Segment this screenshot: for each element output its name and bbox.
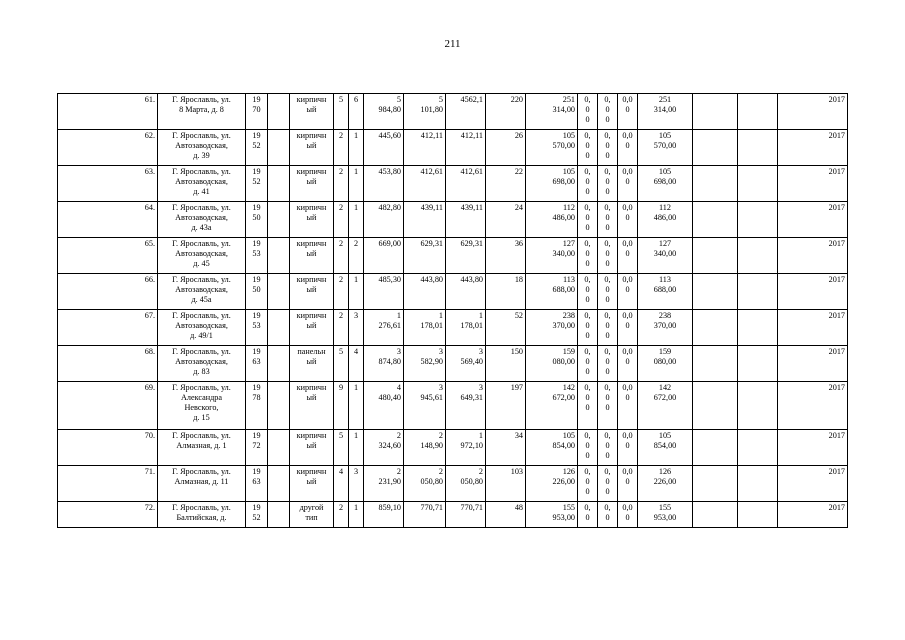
completion-year-cell: 2017 — [778, 466, 848, 502]
entrances-cell: 2 — [349, 238, 364, 274]
year-built-cell: 19 50 — [246, 274, 268, 310]
wall-material-cell: кирпичн ый — [290, 274, 334, 310]
address-cell: Г. Ярославль, ул. Балтийская, д. — [158, 502, 246, 528]
address-cell: Г. Ярославль, ул. Алмазная, д. 1 — [158, 430, 246, 466]
address-cell: Г. Ярославль, ул. Автозаводская, д. 41 — [158, 166, 246, 202]
table-row — [58, 166, 848, 202]
extra-cell-1 — [693, 238, 738, 274]
empty-cell — [268, 202, 290, 238]
premises-area-cell: 3 945,61 — [404, 382, 446, 430]
funding-cell-3: 0,0 0 — [618, 466, 638, 502]
total-area-cell: 445,60 — [364, 130, 404, 166]
completion-year-cell: 2017 — [778, 502, 848, 528]
address-cell: Г. Ярославль, ул. 8 Марта, д. 8 — [158, 94, 246, 130]
funding-cell-2: 0, 0 0 — [598, 466, 618, 502]
address-cell: Г. Ярославль, ул. Автозаводская, д. 83 — [158, 346, 246, 382]
funding-cell-3: 0,0 0 — [618, 274, 638, 310]
extra-cell-1 — [693, 274, 738, 310]
total-cost-cell: 251 314,00 — [638, 94, 693, 130]
residents-cell: 197 — [486, 382, 526, 430]
empty-cell — [268, 94, 290, 130]
cost-cell: 251 314,00 — [526, 94, 578, 130]
wall-material-cell: кирпичн ый — [290, 94, 334, 130]
funding-cell-1: 0, 0 0 — [578, 274, 598, 310]
total-cost-cell: 105 854,00 — [638, 430, 693, 466]
year-built-cell: 19 52 — [246, 166, 268, 202]
funding-cell-3: 0,0 0 — [618, 130, 638, 166]
residents-cell: 18 — [486, 274, 526, 310]
total-area-cell: 2 324,60 — [364, 430, 404, 466]
extra-cell-2 — [738, 346, 778, 382]
residents-cell: 150 — [486, 346, 526, 382]
funding-cell-2: 0, 0 0 — [598, 94, 618, 130]
entrances-cell: 1 — [349, 502, 364, 528]
empty-cell — [268, 382, 290, 430]
floors-cell: 5 — [334, 430, 349, 466]
funding-cell-1: 0, 0 0 — [578, 310, 598, 346]
extra-cell-2 — [738, 310, 778, 346]
year-built-cell: 19 52 — [246, 130, 268, 166]
wall-material-cell: другой тип — [290, 502, 334, 528]
extra-cell-1 — [693, 310, 738, 346]
cost-cell: 238 370,00 — [526, 310, 578, 346]
residents-cell: 52 — [486, 310, 526, 346]
year-built-cell: 19 53 — [246, 238, 268, 274]
year-built-cell: 19 53 — [246, 310, 268, 346]
wall-material-cell: кирпичн ый — [290, 382, 334, 430]
funding-cell-3: 0,0 0 — [618, 310, 638, 346]
cost-cell: 126 226,00 — [526, 466, 578, 502]
table-row — [58, 94, 848, 130]
table-row — [58, 310, 848, 346]
extra-cell-1 — [693, 94, 738, 130]
funding-cell-1: 0, 0 0 — [578, 466, 598, 502]
empty-cell — [268, 310, 290, 346]
table-row — [58, 238, 848, 274]
wall-material-cell: кирпичн ый — [290, 166, 334, 202]
total-cost-cell: 159 080,00 — [638, 346, 693, 382]
funding-cell-2: 0, 0 0 — [598, 238, 618, 274]
completion-year-cell: 2017 — [778, 310, 848, 346]
empty-cell — [268, 130, 290, 166]
cost-cell: 105 698,00 — [526, 166, 578, 202]
funding-cell-2: 0, 0 0 — [598, 382, 618, 430]
table-row — [58, 382, 848, 430]
total-cost-cell: 105 570,00 — [638, 130, 693, 166]
premises-area-cell: 3 582,90 — [404, 346, 446, 382]
completion-year-cell: 2017 — [778, 430, 848, 466]
funding-cell-1: 0, 0 0 — [578, 202, 598, 238]
wall-material-cell: кирпичн ый — [290, 238, 334, 274]
extra-cell-1 — [693, 346, 738, 382]
address-cell: Г. Ярославль, ул. Автозаводская, д. 39 — [158, 130, 246, 166]
entrances-cell: 6 — [349, 94, 364, 130]
extra-cell-1 — [693, 130, 738, 166]
completion-year-cell: 2017 — [778, 130, 848, 166]
address-cell: Г. Ярославль, ул. Автозаводская, д. 43а — [158, 202, 246, 238]
cost-cell: 112 486,00 — [526, 202, 578, 238]
funding-cell-3: 0,0 0 — [618, 346, 638, 382]
cost-cell: 142 672,00 — [526, 382, 578, 430]
table-row — [58, 274, 848, 310]
wall-material-cell: панельн ый — [290, 346, 334, 382]
total-cost-cell: 113 688,00 — [638, 274, 693, 310]
funding-cell-3: 0,0 0 — [618, 238, 638, 274]
total-cost-cell: 142 672,00 — [638, 382, 693, 430]
total-cost-cell: 127 340,00 — [638, 238, 693, 274]
table-row — [58, 466, 848, 502]
funding-cell-2: 0, 0 0 — [598, 202, 618, 238]
row-number: 72. — [58, 502, 158, 528]
wall-material-cell: кирпичн ый — [290, 466, 334, 502]
row-number: 67. — [58, 310, 158, 346]
table-row — [58, 202, 848, 238]
table-row — [58, 130, 848, 166]
total-cost-cell: 238 370,00 — [638, 310, 693, 346]
floors-cell: 2 — [334, 274, 349, 310]
living-area-cell: 4562,1 — [446, 94, 486, 130]
year-built-cell: 19 63 — [246, 346, 268, 382]
cost-cell: 105 854,00 — [526, 430, 578, 466]
row-number: 65. — [58, 238, 158, 274]
residents-cell: 220 — [486, 94, 526, 130]
cost-cell: 155 953,00 — [526, 502, 578, 528]
funding-cell-1: 0, 0 0 — [578, 238, 598, 274]
entrances-cell: 3 — [349, 466, 364, 502]
total-cost-cell: 126 226,00 — [638, 466, 693, 502]
funding-cell-1: 0, 0 0 — [578, 94, 598, 130]
premises-area-cell: 1 178,01 — [404, 310, 446, 346]
empty-cell — [268, 346, 290, 382]
completion-year-cell: 2017 — [778, 238, 848, 274]
total-area-cell: 4 480,40 — [364, 382, 404, 430]
entrances-cell: 3 — [349, 310, 364, 346]
table-row — [58, 346, 848, 382]
living-area-cell: 412,61 — [446, 166, 486, 202]
residents-cell: 103 — [486, 466, 526, 502]
empty-cell — [268, 166, 290, 202]
address-cell: Г. Ярославль, ул. Автозаводская, д. 45 — [158, 238, 246, 274]
funding-cell-3: 0,0 0 — [618, 202, 638, 238]
floors-cell: 2 — [334, 130, 349, 166]
residents-cell: 36 — [486, 238, 526, 274]
wall-material-cell: кирпичн ый — [290, 430, 334, 466]
funding-cell-3: 0,0 0 — [618, 502, 638, 528]
total-area-cell: 1 276,61 — [364, 310, 404, 346]
row-number: 64. — [58, 202, 158, 238]
extra-cell-2 — [738, 502, 778, 528]
row-number: 71. — [58, 466, 158, 502]
extra-cell-2 — [738, 166, 778, 202]
funding-cell-2: 0, 0 0 — [598, 430, 618, 466]
extra-cell-2 — [738, 382, 778, 430]
extra-cell-2 — [738, 94, 778, 130]
floors-cell: 4 — [334, 466, 349, 502]
entrances-cell: 4 — [349, 346, 364, 382]
cost-cell: 113 688,00 — [526, 274, 578, 310]
floors-cell: 2 — [334, 202, 349, 238]
residents-cell: 24 — [486, 202, 526, 238]
extra-cell-2 — [738, 130, 778, 166]
table-row — [58, 430, 848, 466]
total-cost-cell: 105 698,00 — [638, 166, 693, 202]
residents-cell: 34 — [486, 430, 526, 466]
premises-area-cell: 412,61 — [404, 166, 446, 202]
address-cell: Г. Ярославль, ул. Александра Невского, д. 15 — [158, 382, 246, 430]
living-area-cell: 443,80 — [446, 274, 486, 310]
page-number: 211 — [444, 38, 461, 50]
wall-material-cell: кирпичн ый — [290, 202, 334, 238]
extra-cell-2 — [738, 430, 778, 466]
empty-cell — [268, 274, 290, 310]
entrances-cell: 1 — [349, 382, 364, 430]
total-cost-cell: 112 486,00 — [638, 202, 693, 238]
total-area-cell: 485,30 — [364, 274, 404, 310]
year-built-cell: 19 72 — [246, 430, 268, 466]
funding-cell-2: 0, 0 — [598, 502, 618, 528]
floors-cell: 5 — [334, 346, 349, 382]
extra-cell-1 — [693, 430, 738, 466]
funding-cell-1: 0, 0 0 — [578, 130, 598, 166]
extra-cell-2 — [738, 202, 778, 238]
living-area-cell: 3 569,40 — [446, 346, 486, 382]
living-area-cell: 412,11 — [446, 130, 486, 166]
floors-cell: 2 — [334, 238, 349, 274]
floors-cell: 2 — [334, 502, 349, 528]
row-number: 70. — [58, 430, 158, 466]
total-area-cell: 5 984,80 — [364, 94, 404, 130]
row-number: 61. — [58, 94, 158, 130]
funding-cell-2: 0, 0 0 — [598, 310, 618, 346]
row-number: 63. — [58, 166, 158, 202]
living-area-cell: 439,11 — [446, 202, 486, 238]
premises-area-cell: 439,11 — [404, 202, 446, 238]
funding-cell-2: 0, 0 0 — [598, 274, 618, 310]
completion-year-cell: 2017 — [778, 202, 848, 238]
funding-cell-3: 0,0 0 — [618, 166, 638, 202]
living-area-cell: 1 972,10 — [446, 430, 486, 466]
extra-cell-1 — [693, 466, 738, 502]
cost-cell: 127 340,00 — [526, 238, 578, 274]
premises-area-cell: 2 148,90 — [404, 430, 446, 466]
residents-cell: 26 — [486, 130, 526, 166]
year-built-cell: 19 50 — [246, 202, 268, 238]
year-built-cell: 19 52 — [246, 502, 268, 528]
residents-cell: 48 — [486, 502, 526, 528]
funding-cell-3: 0,0 0 — [618, 382, 638, 430]
row-number: 62. — [58, 130, 158, 166]
empty-cell — [268, 430, 290, 466]
floors-cell: 2 — [334, 166, 349, 202]
total-area-cell: 669,00 — [364, 238, 404, 274]
housing-register-table — [57, 93, 848, 528]
completion-year-cell: 2017 — [778, 382, 848, 430]
extra-cell-2 — [738, 466, 778, 502]
empty-cell — [268, 502, 290, 528]
premises-area-cell: 629,31 — [404, 238, 446, 274]
premises-area-cell: 2 050,80 — [404, 466, 446, 502]
premises-area-cell: 770,71 — [404, 502, 446, 528]
living-area-cell: 1 178,01 — [446, 310, 486, 346]
completion-year-cell: 2017 — [778, 166, 848, 202]
floors-cell: 9 — [334, 382, 349, 430]
funding-cell-1: 0, 0 0 — [578, 430, 598, 466]
completion-year-cell: 2017 — [778, 94, 848, 130]
extra-cell-1 — [693, 166, 738, 202]
funding-cell-2: 0, 0 0 — [598, 166, 618, 202]
total-area-cell: 453,80 — [364, 166, 404, 202]
entrances-cell: 1 — [349, 130, 364, 166]
funding-cell-1: 0, 0 0 — [578, 382, 598, 430]
total-area-cell: 859,10 — [364, 502, 404, 528]
total-area-cell: 2 231,90 — [364, 466, 404, 502]
floors-cell: 2 — [334, 310, 349, 346]
funding-cell-2: 0, 0 0 — [598, 130, 618, 166]
cost-cell: 159 080,00 — [526, 346, 578, 382]
row-number: 69. — [58, 382, 158, 430]
extra-cell-2 — [738, 238, 778, 274]
extra-cell-2 — [738, 274, 778, 310]
funding-cell-3: 0,0 0 — [618, 430, 638, 466]
extra-cell-1 — [693, 202, 738, 238]
row-number: 68. — [58, 346, 158, 382]
extra-cell-1 — [693, 502, 738, 528]
living-area-cell: 629,31 — [446, 238, 486, 274]
funding-cell-1: 0, 0 0 — [578, 166, 598, 202]
total-area-cell: 482,80 — [364, 202, 404, 238]
cost-cell: 105 570,00 — [526, 130, 578, 166]
address-cell: Г. Ярославль, ул. Алмазная, д. 11 — [158, 466, 246, 502]
entrances-cell: 1 — [349, 166, 364, 202]
row-number: 66. — [58, 274, 158, 310]
funding-cell-1: 0, 0 0 — [578, 346, 598, 382]
living-area-cell: 770,71 — [446, 502, 486, 528]
table-row — [58, 502, 848, 528]
premises-area-cell: 443,80 — [404, 274, 446, 310]
funding-cell-2: 0, 0 0 — [598, 346, 618, 382]
entrances-cell: 1 — [349, 202, 364, 238]
premises-area-cell: 412,11 — [404, 130, 446, 166]
year-built-cell: 19 78 — [246, 382, 268, 430]
total-area-cell: 3 874,80 — [364, 346, 404, 382]
year-built-cell: 19 70 — [246, 94, 268, 130]
funding-cell-3: 0,0 0 — [618, 94, 638, 130]
completion-year-cell: 2017 — [778, 346, 848, 382]
residents-cell: 22 — [486, 166, 526, 202]
completion-year-cell: 2017 — [778, 274, 848, 310]
funding-cell-1: 0, 0 — [578, 502, 598, 528]
entrances-cell: 1 — [349, 274, 364, 310]
address-cell: Г. Ярославль, ул. Автозаводская, д. 45а — [158, 274, 246, 310]
living-area-cell: 2 050,80 — [446, 466, 486, 502]
living-area-cell: 3 649,31 — [446, 382, 486, 430]
total-cost-cell: 155 953,00 — [638, 502, 693, 528]
wall-material-cell: кирпичн ый — [290, 130, 334, 166]
floors-cell: 5 — [334, 94, 349, 130]
extra-cell-1 — [693, 382, 738, 430]
empty-cell — [268, 466, 290, 502]
address-cell: Г. Ярославль, ул. Автозаводская, д. 49/1 — [158, 310, 246, 346]
wall-material-cell: кирпичн ый — [290, 310, 334, 346]
year-built-cell: 19 63 — [246, 466, 268, 502]
entrances-cell: 1 — [349, 430, 364, 466]
empty-cell — [268, 238, 290, 274]
premises-area-cell: 5 101,80 — [404, 94, 446, 130]
